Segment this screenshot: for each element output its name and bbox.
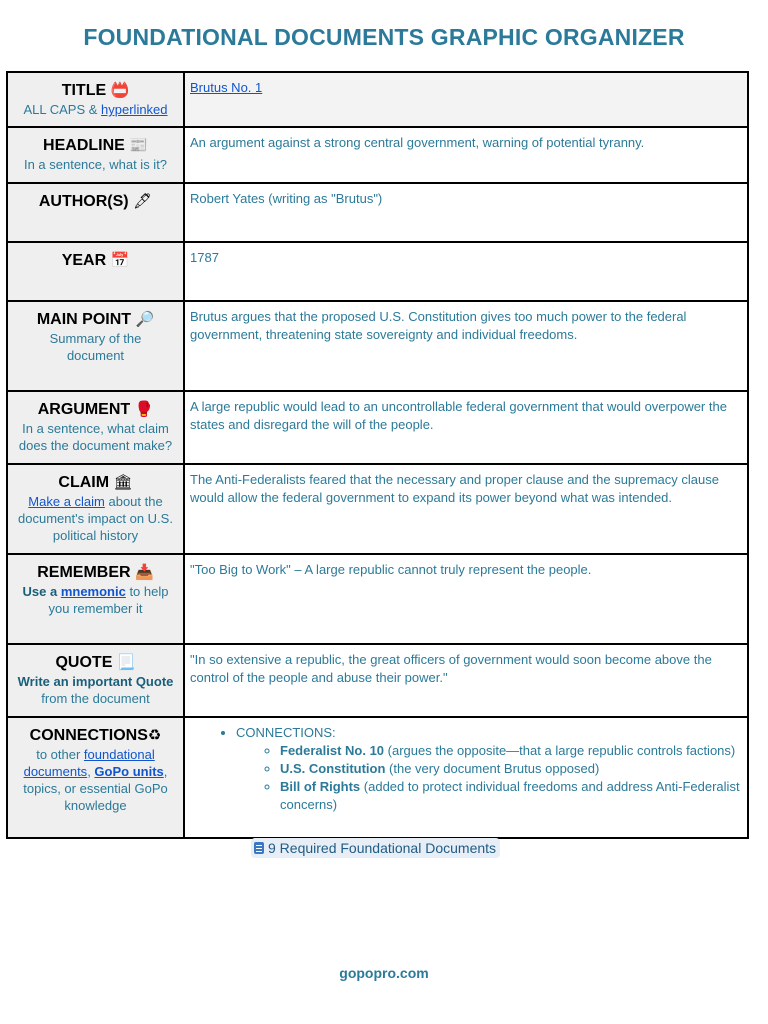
connection-name: Bill of Rights (280, 779, 361, 794)
argument-label: ARGUMENT (37, 401, 131, 418)
authors-label-cell (7, 183, 184, 242)
year-value: 1787 (184, 242, 748, 301)
quote-value: "In so extensive a republic, the great officers of government would soon become above the control of the people and abuse their power." (184, 644, 748, 717)
remember-value: "Too Big to Work" – A large republic cannot truly represent the people. (184, 554, 748, 644)
claim-value: The Anti-Federalists feared that the necessary and proper clause and the supremacy clause would allow the federal government to expand its power beyond what was intended. (184, 464, 748, 554)
connections-label: CONNECTIONS (29, 727, 148, 744)
connections-sublist (236, 742, 742, 814)
headline-label-cell (7, 127, 184, 183)
main-point-label: MAIN POINT (36, 311, 132, 328)
pen-icon: 🖋 (133, 192, 153, 210)
list-item (280, 778, 742, 814)
connection-name: U.S. Constitution (280, 761, 386, 776)
document-icon (254, 842, 264, 854)
boxing-glove-icon: 🥊 (134, 400, 154, 418)
row-year (7, 242, 748, 301)
main-point-sub-text: Summary of the document (49, 331, 142, 363)
headline-sub-text: In a sentence, what is it? (23, 157, 168, 172)
quote-sub-bold: Write an important Quote (17, 674, 174, 689)
quote-sub-text: from the document (41, 691, 150, 706)
foundational-documents-link[interactable]: foundational documents (23, 747, 155, 779)
row-authors (7, 183, 748, 242)
page-title: FOUNDATIONAL DOCUMENTS GRAPHIC ORGANIZER (83, 24, 685, 50)
argument-label-cell (7, 391, 184, 464)
row-remember (7, 554, 748, 644)
magnifier-icon: 🔎 (135, 310, 155, 328)
main-point-value: Brutus argues that the proposed U.S. Constitution gives too much power to the federal government, threatening state sovereignty and individual freedoms. (184, 301, 748, 391)
year-label-cell (7, 242, 184, 301)
row-connections (7, 717, 748, 838)
authors-label: AUTHOR(S) (38, 193, 129, 210)
list-item (280, 760, 742, 778)
calendar-icon: 📅 (110, 251, 130, 269)
gopo-units-link[interactable]: GoPo units (94, 764, 164, 779)
connections-label-cell (7, 717, 184, 838)
graphic-organizer-table (6, 71, 749, 839)
headline-value: An argument against a strong central government, warning of potential tyranny. (184, 127, 748, 183)
title-label: TITLE (61, 82, 107, 99)
connections-value-cell (184, 717, 748, 838)
row-quote (7, 644, 748, 717)
claim-label-cell (7, 464, 184, 554)
connection-name: Federalist No. 10 (280, 743, 385, 758)
row-title (7, 72, 748, 127)
remember-label: REMEMBER (37, 564, 131, 581)
main-point-label-cell (7, 301, 184, 391)
title-sub-text: ALL CAPS & (23, 102, 102, 117)
footer-site[interactable]: gopopro.com (339, 965, 429, 981)
foundational-documents-chip[interactable] (251, 838, 500, 858)
newspaper-icon: 📰 (129, 136, 148, 154)
title-value-cell (184, 72, 748, 127)
row-claim (7, 464, 748, 554)
remember-label-cell (7, 554, 184, 644)
quote-label-cell (7, 644, 184, 717)
connections-sub-sep: , (87, 764, 95, 779)
connections-heading: CONNECTIONS: (236, 725, 336, 740)
chip-label: 9 Required Foundational Documents (268, 840, 497, 856)
connections-heading-item (236, 724, 742, 814)
make-a-claim-link[interactable]: Make a claim (28, 494, 105, 509)
connections-list (190, 724, 742, 814)
authors-value: Robert Yates (writing as "Brutus") (184, 183, 748, 242)
quote-label: QUOTE (55, 654, 113, 671)
argument-sub-text: In a sentence, what claim does the document make? (18, 421, 173, 453)
headline-label: HEADLINE (43, 137, 125, 154)
building-icon: 🏛 (113, 473, 133, 491)
title-label-cell (7, 72, 184, 127)
hyperlinked-link[interactable]: hyperlinked (101, 102, 168, 117)
page-icon: 📃 (116, 653, 136, 671)
document-title-link[interactable]: Brutus No. 1 (190, 80, 263, 95)
connections-sub-prefix: to other (36, 747, 84, 762)
recycle-icon: ♻ (147, 726, 162, 744)
claim-label: CLAIM (58, 474, 110, 491)
argument-value: A large republic would lead to an uncontrollable federal government that would overpower the states and disregard the will of the people. (184, 391, 748, 464)
connection-note: (added to protect individual freedoms and address Anti-Federalist concerns) (280, 779, 740, 812)
connection-note: (argues the opposite—that a large republic controls factions) (384, 743, 736, 758)
mnemonic-link[interactable]: mnemonic (60, 584, 126, 599)
inbox-tray-icon: 📥 (135, 563, 154, 581)
remember-sub-bold: Use a (22, 584, 61, 599)
connections-sub-text: , topics, or essential GoPo knowledge (23, 764, 168, 813)
connection-note: (the very document Brutus opposed) (385, 761, 600, 776)
claim-sub-text: about the document's impact on U.S. political history (18, 494, 173, 543)
row-argument (7, 391, 748, 464)
name-badge-icon: 📛 (110, 81, 130, 99)
year-label: YEAR (61, 252, 107, 269)
list-item (280, 742, 742, 760)
remember-sub-text: to help you remember it (48, 584, 169, 616)
row-headline (7, 127, 748, 183)
row-main-point (7, 301, 748, 391)
